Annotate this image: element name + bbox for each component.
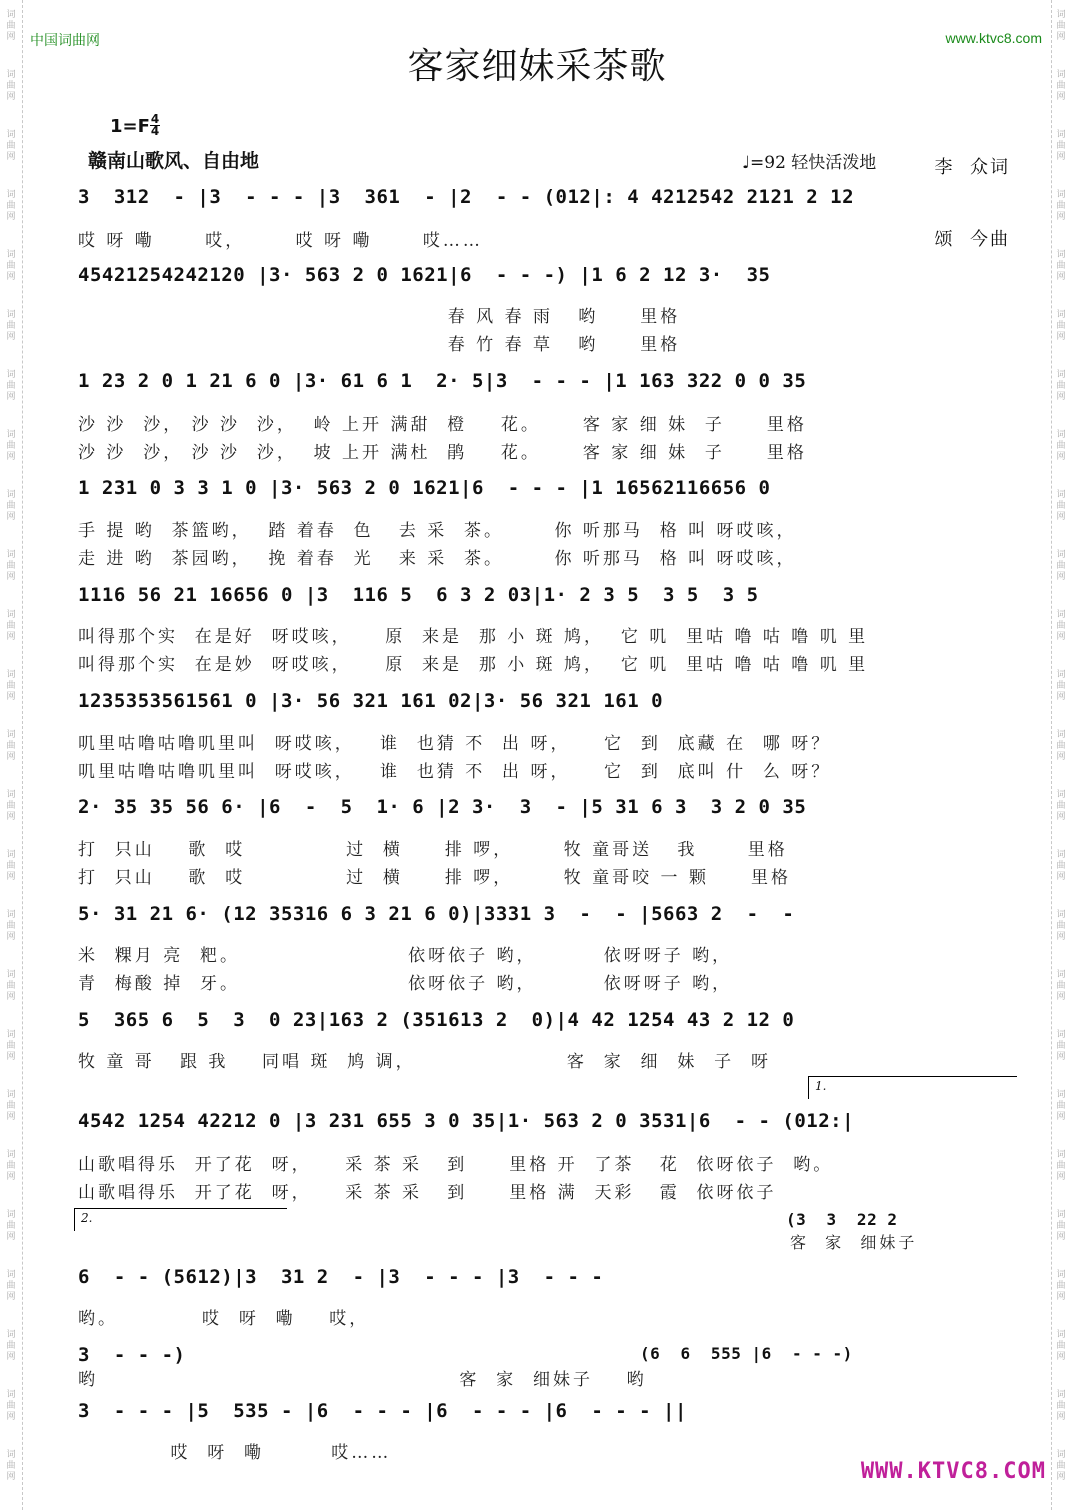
side-watermark-char: 曲 (6, 441, 16, 451)
side-watermark-char: 网 (1056, 392, 1066, 402)
side-watermark-char: 词 (1056, 1090, 1066, 1100)
lyrics-line-5a: 叫得那个实 在是好 呀哎咳， 原 来是 那 小 斑 鸠， 它 叽 里咕 噜 咕 噜 叽 里 (78, 627, 869, 647)
side-watermark-char: 网 (1056, 452, 1066, 462)
notation-line-5: 1116 56 21 16656 0 |3 116 5 6 3 2 03|1· 2 3 5 3 5 3 5 (78, 584, 759, 606)
side-watermark-char: 曲 (6, 561, 16, 571)
notation-line-9: 5 365 6 5 3 0 23|163 2 (351613 2 0)|4 42 1254 43 2 12 0 (78, 1009, 795, 1031)
side-watermark-char: 网 (6, 212, 16, 222)
volta-second-ending: 2. (74, 1208, 287, 1231)
lyrics-line-10a: 山歌唱得乐 开了花 呀， 采 茶 采 到 里格 开 了茶 花 依呀依子 哟。 (78, 1155, 834, 1175)
side-watermark-char: 网 (1056, 272, 1066, 282)
side-watermark-char: 曲 (1056, 981, 1066, 991)
lyrics-line-6b: 叽里咕噜咕噜叽里叫 呀哎咳， 谁 也猜 不 出 呀， 它 到 底叫 什 么 呀？ (78, 762, 832, 782)
lyrics-line-2a: 春 风 春 雨 哟 里格 (78, 307, 681, 327)
side-watermark-char: 网 (1056, 32, 1066, 42)
site-logo[interactable]: WWW.KTVC8.COM (860, 1459, 1046, 1484)
side-watermark-char: 网 (6, 1112, 16, 1122)
notation-line-4: 1 231 0 3 3 1 0 |3· 563 2 0 1621|6 - - - |1 16562116656 0 (78, 477, 771, 499)
side-watermark-char: 曲 (6, 1401, 16, 1411)
side-watermark-char: 曲 (1056, 261, 1066, 271)
composer: 颂 今曲 (934, 229, 1010, 250)
side-watermark-char: 曲 (1056, 501, 1066, 511)
lyrics-line-10b: 山歌唱得乐 开了花 呀， 采 茶 采 到 里格 满 天彩 霞 依呀依子 (78, 1183, 777, 1203)
side-watermark-char: 曲 (1056, 321, 1066, 331)
volta-first-ending: 1. (808, 1076, 1017, 1099)
side-watermark-char: 曲 (1056, 141, 1066, 151)
side-watermark-char: 词 (6, 310, 16, 320)
side-watermark-char: 词 (1056, 1390, 1066, 1400)
side-watermark-char: 网 (6, 1472, 16, 1482)
lyricist: 李 众词 (934, 157, 1010, 178)
upper-notation-line-12: (6 6 555 |6 - - -) (640, 1344, 853, 1363)
side-watermark-char: 网 (1056, 1472, 1066, 1482)
lyrics-line-13: 哎 呀 嘞 哎…… (78, 1443, 392, 1463)
side-watermark-char: 网 (1056, 992, 1066, 1002)
side-watermark-char: 词 (1056, 370, 1066, 380)
side-watermark-char: 曲 (1056, 621, 1066, 631)
notation-line-2: 45421254242120 |3· 563 2 0 1621|6 - - -) |1 6 2 12 3· 35 (78, 264, 771, 286)
lyrics-line-1: 哎 呀 嘞 哎， 哎 呀 嘞 哎…… (78, 231, 483, 251)
side-watermark-char: 网 (1056, 692, 1066, 702)
upper-lyrics-line-11: 客 家 细妹子 (790, 1233, 918, 1252)
side-watermark-char: 词 (1056, 10, 1066, 20)
lyrics-line-8a: 米 粿月 亮 粑。 依呀依子 哟， 依呀呀子 哟， (78, 946, 733, 966)
side-watermark-char: 曲 (6, 81, 16, 91)
side-watermark-char: 网 (6, 1352, 16, 1362)
side-watermark-char: 词 (6, 1450, 16, 1460)
side-watermark-char: 词 (1056, 670, 1066, 680)
side-watermark-char: 曲 (6, 981, 16, 991)
side-watermark-char: 曲 (6, 861, 16, 871)
side-watermark-char: 曲 (6, 321, 16, 331)
side-watermark-char: 网 (6, 332, 16, 342)
lyrics-line-3b: 沙 沙 沙， 沙 沙 沙， 坡 上开 满杜 鹃 花。 客 家 细 妹 子 里格 (78, 443, 807, 463)
notation-line-1: 3 312 - |3 - - - |3 361 - |2 - - (012|: 4 4212542 2121 2 12 (78, 186, 855, 208)
side-watermark-char: 网 (1056, 872, 1066, 882)
side-watermark-char: 曲 (1056, 561, 1066, 571)
key-signature: 1=F (110, 116, 150, 137)
side-watermark-char: 曲 (1056, 81, 1066, 91)
credits (935, 108, 1010, 276)
lyrics-line-6a: 叽里咕噜咕噜叽里叫 呀哎咳， 谁 也猜 不 出 呀， 它 到 底藏 在 哪 呀？ (78, 734, 832, 754)
side-watermark-char: 网 (6, 572, 16, 582)
notation-line-7: 2· 35 35 56 6· |6 - 5 1· 6 |2 3· 3 - |5 31 6 3 3 2 0 35 (78, 796, 807, 818)
side-watermark-char: 词 (6, 970, 16, 980)
side-watermark-char: 曲 (1056, 1041, 1066, 1051)
side-watermark-char: 词 (6, 1390, 16, 1400)
side-watermark-char: 曲 (1056, 1221, 1066, 1231)
lyrics-line-9: 牧 童 哥 跟 我 同唱 斑 鸠 调， 客 家 细 妹 子 呀 (78, 1052, 771, 1072)
side-watermark-char: 曲 (6, 1281, 16, 1291)
side-watermark-char: 网 (6, 752, 16, 762)
side-watermark-char: 词 (1056, 730, 1066, 740)
side-watermark-char: 网 (6, 1052, 16, 1062)
side-watermark-char: 词 (6, 1270, 16, 1280)
side-watermark-char: 网 (6, 272, 16, 282)
side-watermark-char: 词 (1056, 610, 1066, 620)
side-watermark-char: 词 (1056, 1030, 1066, 1040)
lyrics-line-12: 哟 客 家 细妹子 哟 (78, 1370, 647, 1390)
side-watermark-char: 网 (6, 812, 16, 822)
side-watermark-char: 曲 (6, 141, 16, 151)
side-watermark-char: 词 (6, 1090, 16, 1100)
side-watermark-char: 词 (1056, 1450, 1066, 1460)
side-watermark-char: 词 (6, 550, 16, 560)
side-watermark-char: 曲 (6, 741, 16, 751)
side-watermark-char: 网 (6, 512, 16, 522)
side-watermark-char: 网 (1056, 752, 1066, 762)
lyrics-line-2b: 春 竹 春 草 哟 里格 (78, 335, 681, 355)
side-watermark-char: 词 (1056, 310, 1066, 320)
side-watermark-char: 词 (6, 1330, 16, 1340)
side-watermark-char: 词 (1056, 1270, 1066, 1280)
side-watermark-char: 网 (6, 152, 16, 162)
side-watermark-char: 曲 (1056, 1401, 1066, 1411)
lyrics-line-8b: 青 梅酸 掉 牙。 依呀依子 哟， 依呀呀子 哟， (78, 974, 733, 994)
side-watermark-char: 词 (6, 1150, 16, 1160)
side-watermark-char: 词 (1056, 790, 1066, 800)
side-watermark-char: 网 (1056, 152, 1066, 162)
lyrics-line-7a: 打 只山 歌 哎 过 横 排 啰， 牧 童哥送 我 里格 (78, 840, 788, 860)
side-watermark-char: 网 (1056, 1352, 1066, 1362)
side-watermark-char: 曲 (1056, 1101, 1066, 1111)
side-watermark-char: 词 (6, 1210, 16, 1220)
side-watermark-char: 曲 (1056, 1461, 1066, 1471)
side-watermark-char: 网 (6, 1172, 16, 1182)
lyrics-line-11: 哟。 哎 呀 嘞 哎， (78, 1309, 370, 1329)
side-watermark-char: 网 (6, 692, 16, 702)
side-watermark-char: 词 (1056, 970, 1066, 980)
side-watermark-char: 曲 (6, 21, 16, 31)
side-watermark-char: 词 (1056, 910, 1066, 920)
side-watermark-char: 网 (1056, 1412, 1066, 1422)
site-name-left[interactable]: 中国词曲网 (30, 32, 100, 48)
side-watermark-char: 网 (6, 932, 16, 942)
side-watermark-char: 网 (6, 32, 16, 42)
side-watermark-char: 曲 (6, 621, 16, 631)
side-watermark-char: 词 (1056, 1330, 1066, 1340)
side-watermark-char: 曲 (1056, 441, 1066, 451)
side-watermark-char: 曲 (1056, 21, 1066, 31)
performance-style: 赣南山歌风、自由地 (88, 150, 260, 172)
notation-line-6: 1235353561561 0 |3· 56 321 161 02|3· 56 321 161 0 (78, 690, 664, 712)
time-sig-top: 4 (150, 112, 160, 126)
side-watermark-char: 曲 (6, 1221, 16, 1231)
side-watermark-char: 网 (1056, 1052, 1066, 1062)
side-watermark-char: 网 (1056, 512, 1066, 522)
side-watermark-char: 词 (1056, 430, 1066, 440)
side-watermark-char: 词 (6, 910, 16, 920)
side-watermark-char: 网 (6, 992, 16, 1002)
side-watermark-char: 网 (6, 452, 16, 462)
side-watermark-char: 曲 (1056, 861, 1066, 871)
side-watermark-char: 词 (1056, 250, 1066, 260)
side-watermark-char: 词 (6, 850, 16, 860)
side-watermark-char: 词 (6, 250, 16, 260)
side-watermark-char: 网 (6, 1412, 16, 1422)
side-watermark-char: 网 (6, 92, 16, 102)
side-watermark-char: 词 (6, 370, 16, 380)
side-watermark-char: 曲 (6, 501, 16, 511)
side-watermark-char: 曲 (1056, 921, 1066, 931)
side-watermark-char: 词 (6, 730, 16, 740)
side-watermark-char: 曲 (1056, 741, 1066, 751)
side-watermark-char: 词 (6, 190, 16, 200)
side-watermark-char: 曲 (1056, 1161, 1066, 1171)
side-watermark-char: 网 (1056, 932, 1066, 942)
side-watermark-char: 网 (6, 392, 16, 402)
time-signature (150, 114, 160, 137)
side-watermark-char: 词 (6, 10, 16, 20)
side-watermark-char: 网 (1056, 1172, 1066, 1182)
notation-line-11: 6 - - (5612)|3 31 2 - |3 - - - |3 - - - (78, 1266, 604, 1288)
side-watermark-char: 曲 (1056, 1281, 1066, 1291)
side-watermark-char: 网 (1056, 1292, 1066, 1302)
notation-line-12: 3 - - -) (78, 1344, 186, 1366)
side-watermark-char: 曲 (1056, 1341, 1066, 1351)
lyrics-line-4a: 手 提 哟 茶篮哟， 踏 着春 色 去 采 茶。 你 听那马 格 叫 呀哎咳， (78, 521, 797, 541)
side-watermark-char: 曲 (6, 261, 16, 271)
side-watermark-char: 词 (1056, 190, 1066, 200)
side-watermark-char: 网 (1056, 812, 1066, 822)
side-watermark-char: 词 (1056, 850, 1066, 860)
side-watermark-char: 词 (1056, 1150, 1066, 1160)
notation-line-3: 1 23 2 0 1 21 6 0 |3· 61 6 1 2· 5|3 - - - |1 163 322 0 0 35 (78, 370, 807, 392)
side-watermark-char: 词 (6, 130, 16, 140)
side-watermark-char: 词 (6, 490, 16, 500)
tempo-marking: ♩=92 轻快活泼地 (742, 153, 877, 173)
side-watermark-char: 曲 (1056, 801, 1066, 811)
side-watermark-char: 词 (6, 670, 16, 680)
side-watermark-char: 网 (1056, 92, 1066, 102)
side-watermark-char: 网 (1056, 1232, 1066, 1242)
side-watermark-char: 网 (1056, 1112, 1066, 1122)
side-watermark-char: 网 (6, 1292, 16, 1302)
side-watermark-char: 曲 (1056, 381, 1066, 391)
side-watermark-char: 网 (6, 632, 16, 642)
side-watermark-char: 曲 (1056, 201, 1066, 211)
upper-notation-line-11: (3 3 22 2 (786, 1210, 898, 1229)
side-watermark-char: 词 (1056, 70, 1066, 80)
side-watermark-char: 词 (6, 430, 16, 440)
side-watermark-char: 网 (1056, 212, 1066, 222)
side-watermark-char: 网 (6, 1232, 16, 1242)
site-url-right[interactable]: www.ktvc8.com (945, 30, 1042, 46)
side-watermark-char: 网 (6, 872, 16, 882)
side-watermark-char: 曲 (1056, 681, 1066, 691)
lyrics-line-7b: 打 只山 歌 哎 过 横 排 啰， 牧 童哥咬 一 颗 里格 (78, 868, 791, 888)
side-watermark-char: 词 (1056, 130, 1066, 140)
side-watermark-char: 网 (1056, 332, 1066, 342)
song-title: 客家细妹采茶歌 (407, 46, 667, 87)
side-watermark-char: 曲 (6, 1461, 16, 1471)
side-watermark-char: 词 (6, 790, 16, 800)
lyrics-line-5b: 叫得那个实 在是妙 呀哎咳， 原 来是 那 小 斑 鸠， 它 叽 里咕 噜 咕 噜 叽 里 (78, 655, 869, 675)
side-watermark-char: 曲 (6, 1101, 16, 1111)
side-watermark-char: 词 (6, 1030, 16, 1040)
side-watermark-char: 词 (6, 70, 16, 80)
side-watermark-char: 曲 (6, 1041, 16, 1051)
side-watermark-char: 词 (6, 610, 16, 620)
side-watermark-char: 曲 (6, 201, 16, 211)
side-watermark-char: 曲 (6, 921, 16, 931)
lyrics-line-4b: 走 进 哟 茶园哟， 挽 着春 光 来 采 茶。 你 听那马 格 叫 呀哎咳， (78, 549, 797, 569)
side-watermark-char: 词 (1056, 1210, 1066, 1220)
side-watermark-char: 曲 (6, 801, 16, 811)
time-sig-bottom: 4 (150, 124, 160, 138)
notation-line-10: 4542 1254 42212 0 |3 231 655 3 0 35|1· 563 2 0 3531|6 - - (012:| (78, 1110, 855, 1132)
lyrics-line-3a: 沙 沙 沙， 沙 沙 沙， 岭 上开 满甜 橙 花。 客 家 细 妹 子 里格 (78, 415, 807, 435)
side-watermark-char: 网 (1056, 572, 1066, 582)
side-watermark-char: 曲 (6, 681, 16, 691)
side-watermark-char: 曲 (6, 381, 16, 391)
notation-line-8: 5· 31 21 6· (12 35316 6 3 21 6 0)|3331 3 - - |5663 2 - - (78, 903, 795, 925)
side-watermark-char: 词 (1056, 490, 1066, 500)
side-watermark-char: 词 (1056, 550, 1066, 560)
side-watermark-char: 曲 (6, 1161, 16, 1171)
notation-line-13: 3 - - - |5 535 - |6 - - - |6 - - - |6 - - - || (78, 1400, 687, 1422)
side-watermark-char: 网 (1056, 632, 1066, 642)
side-watermark-char: 曲 (6, 1341, 16, 1351)
